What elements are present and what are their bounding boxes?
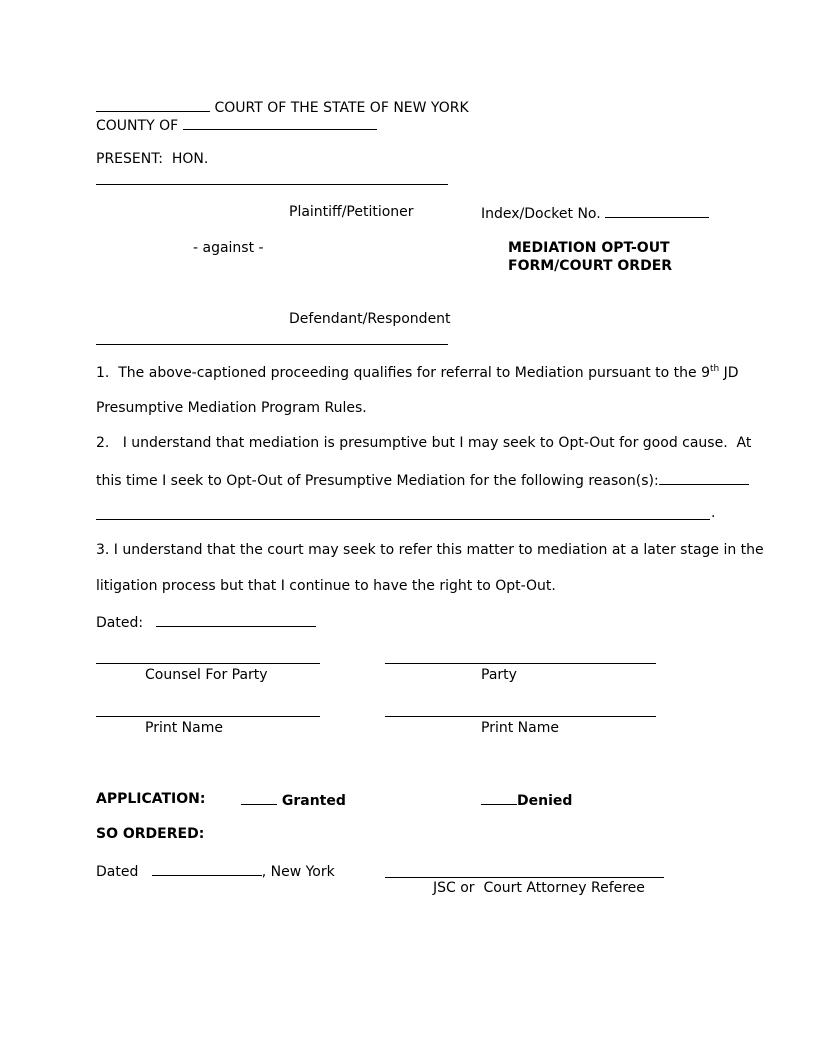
granted-blank[interactable] xyxy=(241,791,277,805)
counsel-label: Counsel For Party xyxy=(145,667,268,683)
defendant-line xyxy=(96,344,448,345)
application-label: APPLICATION: xyxy=(96,791,206,807)
reason-end-period: . xyxy=(711,505,716,521)
judge-label: JSC or Court Attorney Referee xyxy=(433,880,645,896)
county-label: COUNTY OF xyxy=(96,118,179,134)
ordinal-superscript: th xyxy=(709,364,720,374)
denied-blank[interactable] xyxy=(481,791,517,805)
denied-line xyxy=(481,791,572,810)
paragraph-2-text: this time I seek to Opt-Out of Presumptive Mediation for the following reason(s): xyxy=(96,473,659,489)
plaintiff-label: Plaintiff/Petitioner xyxy=(289,204,414,220)
court-line-text: COURT OF THE STATE OF NEW YORK xyxy=(214,100,469,116)
form-title-line2: FORM/COURT ORDER xyxy=(508,258,673,274)
party-print-name-line[interactable] xyxy=(385,716,656,717)
counsel-signature-line[interactable] xyxy=(96,663,320,664)
granted-line xyxy=(241,791,346,810)
print-name-left: Print Name xyxy=(145,720,223,736)
dated-label: Dated: xyxy=(96,615,144,631)
denied-label: Denied xyxy=(517,793,573,809)
paragraph-1-jd: JD xyxy=(719,365,739,381)
order-dated-label: Dated xyxy=(96,864,139,880)
paragraph-2-line-1: 2. I understand that mediation is presumptive but I may seek to Opt-Out for good cause. At xyxy=(96,435,752,451)
paragraph-3-line-2: litigation process but that I continue to have the right to Opt-Out. xyxy=(96,578,556,594)
present-label: PRESENT: HON. xyxy=(96,151,209,167)
paragraph-1-text: 1. The above-captioned proceeding qualifies for referral to Mediation pursuant to the 9 xyxy=(96,365,710,381)
county-line xyxy=(96,116,377,135)
dated-line xyxy=(96,613,316,632)
index-docket-label: Index/Docket No. xyxy=(481,206,601,222)
paragraph-1-line-2: Presumptive Mediation Program Rules. xyxy=(96,400,367,416)
court-line xyxy=(96,98,469,117)
reason-blank-1[interactable] xyxy=(659,471,749,485)
reason-blank-2[interactable] xyxy=(96,519,710,520)
paragraph-2-line-2 xyxy=(96,471,749,490)
party-label: Party xyxy=(481,667,517,683)
present-judge-line[interactable] xyxy=(96,184,448,185)
index-docket-line xyxy=(481,204,709,223)
county-blank[interactable] xyxy=(183,116,377,130)
granted-label: Granted xyxy=(281,793,346,809)
against-label: - against - xyxy=(193,240,264,256)
print-name-right: Print Name xyxy=(481,720,559,736)
order-location: , New York xyxy=(261,864,335,880)
court-name-blank[interactable] xyxy=(96,98,210,112)
order-dated-line xyxy=(96,862,335,881)
index-docket-blank[interactable] xyxy=(605,204,709,218)
party-signature-line[interactable] xyxy=(385,663,656,664)
paragraph-1-line-1 xyxy=(96,365,739,382)
paragraph-3-line-1: 3. I understand that the court may seek to refer this matter to mediation at a later stage in the xyxy=(96,542,764,558)
counsel-print-name-line[interactable] xyxy=(96,716,320,717)
dated-blank[interactable] xyxy=(156,613,316,627)
so-ordered-label: SO ORDERED: xyxy=(96,826,205,842)
order-date-blank[interactable] xyxy=(152,862,262,876)
defendant-label: Defendant/Respondent xyxy=(289,311,451,327)
judge-signature-line[interactable] xyxy=(385,877,664,878)
form-title-line1: MEDIATION OPT-OUT xyxy=(508,240,670,256)
